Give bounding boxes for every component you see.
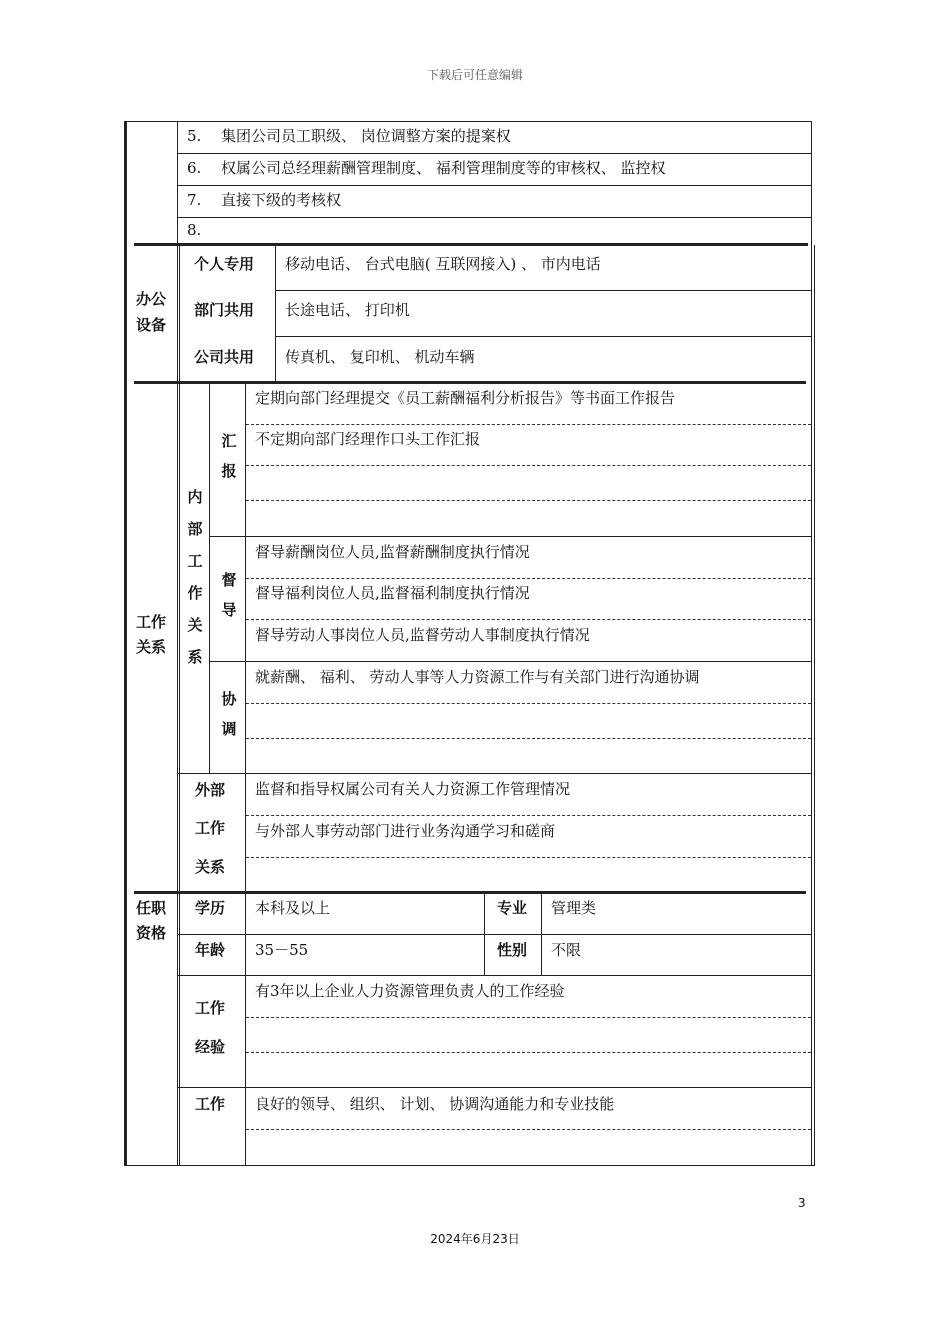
col-divider-1 [177, 121, 178, 1166]
row-line [178, 934, 811, 935]
age-label: 年龄 [195, 941, 226, 959]
supervise-item: 督导劳动人事岗位人员,监督劳动人事制度执行情况 [255, 626, 590, 644]
rights-item: 8. [187, 221, 202, 239]
dashed-line [246, 465, 811, 466]
section-divider [134, 381, 806, 384]
table-border-right [811, 121, 812, 1166]
external-item: 监督和指导权属公司有关人力资源工作管理情况 [255, 780, 571, 798]
dashed-line [246, 424, 811, 425]
table-border-right-outer [814, 245, 815, 1166]
dashed-line [246, 703, 811, 704]
row-line [209, 536, 811, 537]
report-item: 不定期向部门经理作口头工作汇报 [255, 430, 481, 448]
office-row-label: 部门共用 [194, 301, 255, 319]
row-line [178, 975, 811, 976]
gender-value: 不限 [551, 941, 582, 959]
office-row-value: 传真机、 复印机、 机动车辆 [285, 348, 475, 366]
section-divider [134, 891, 806, 894]
major-value: 管理类 [551, 899, 597, 917]
office-equipment-label: 设备 [136, 316, 167, 334]
work-relations-label: 工作 [136, 613, 167, 631]
col-divider-internal [209, 384, 210, 774]
col-divider-qual [484, 894, 485, 976]
row-line [124, 121, 812, 122]
row-line [178, 217, 812, 218]
office-row-value: 移动电话、 台式电脑( 互联网接入) 、 市内电话 [285, 255, 601, 273]
office-row-label: 公司共用 [194, 348, 255, 366]
dashed-line [246, 1052, 811, 1053]
skill-value: 良好的领导、 组织、 计划、 协调沟通能力和专业技能 [255, 1095, 615, 1113]
education-label: 学历 [195, 899, 226, 917]
gender-label: 性别 [497, 941, 528, 959]
supervise-label: 督 导 [221, 571, 237, 619]
coordinate-item: 就薪酬、 福利、 劳动人事等人力资源工作与有关部门进行沟通协调 [255, 668, 700, 686]
row-line [276, 336, 811, 337]
experience-value: 有3年以上企业人力资源管理负责人的工作经验 [255, 982, 565, 1000]
dashed-line [246, 857, 811, 858]
col-divider-qual [541, 894, 542, 976]
footer-date: 2024年6月23日 [430, 1232, 520, 1246]
internal-relations-label: 内 部 工 作 关 系 [187, 488, 203, 666]
qualification-label: 资格 [136, 924, 167, 942]
page-number: 3 [798, 1196, 806, 1210]
table-border-left [124, 121, 127, 1166]
supervise-item: 督导薪酬岗位人员,监督薪酬制度执行情况 [255, 543, 530, 561]
dashed-line [246, 738, 811, 739]
external-item: 与外部人事劳动部门进行业务沟通学习和磋商 [255, 822, 556, 840]
external-relations-label: 工作 [195, 819, 226, 837]
skill-label: 工作 [195, 1095, 226, 1113]
row-line [276, 290, 811, 291]
section-divider [134, 243, 808, 246]
page-header: 下载后可任意编辑 [426, 68, 523, 82]
dashed-line [246, 619, 811, 620]
dashed-line [246, 578, 811, 579]
experience-label: 经验 [195, 1038, 226, 1056]
col-divider-office [275, 246, 276, 382]
education-value: 本科及以上 [255, 899, 331, 917]
report-item: 定期向部门经理提交《员工薪酬福利分析报告》等书面工作报告 [255, 389, 676, 407]
work-relations-label: 关系 [136, 638, 167, 656]
office-equipment-label: 办公 [136, 290, 167, 308]
rights-item: 6. 权属公司总经理薪酬管理制度、 福利管理制度等的审核权、 监控权 [187, 159, 666, 177]
dashed-line [246, 1017, 811, 1018]
external-relations-label: 关系 [195, 858, 226, 876]
row-line [209, 661, 811, 662]
table-bottom [124, 1165, 815, 1166]
dashed-line [246, 500, 811, 501]
external-relations-label: 外部 [195, 781, 226, 799]
dashed-line [246, 815, 811, 816]
row-line [178, 153, 812, 154]
supervise-item: 督导福利岗位人员,监督福利制度执行情况 [255, 584, 530, 602]
row-line [178, 1087, 811, 1088]
row-line [178, 773, 811, 774]
report-label: 汇 报 [221, 432, 237, 480]
experience-label: 工作 [195, 999, 226, 1017]
office-row-value: 长途电话、 打印机 [285, 301, 410, 319]
col-divider-content [245, 384, 246, 1166]
rights-item: 7. 直接下级的考核权 [187, 191, 342, 209]
row-line [178, 185, 812, 186]
qualification-label: 任职 [136, 899, 167, 917]
major-label: 专业 [497, 899, 528, 917]
dashed-line [246, 1129, 811, 1130]
office-row-label: 个人专用 [194, 255, 255, 273]
rights-item: 5. 集团公司员工职级、 岗位调整方案的提案权 [187, 127, 511, 145]
age-value: 35－55 [255, 941, 309, 959]
coordinate-label: 协 调 [221, 690, 237, 738]
